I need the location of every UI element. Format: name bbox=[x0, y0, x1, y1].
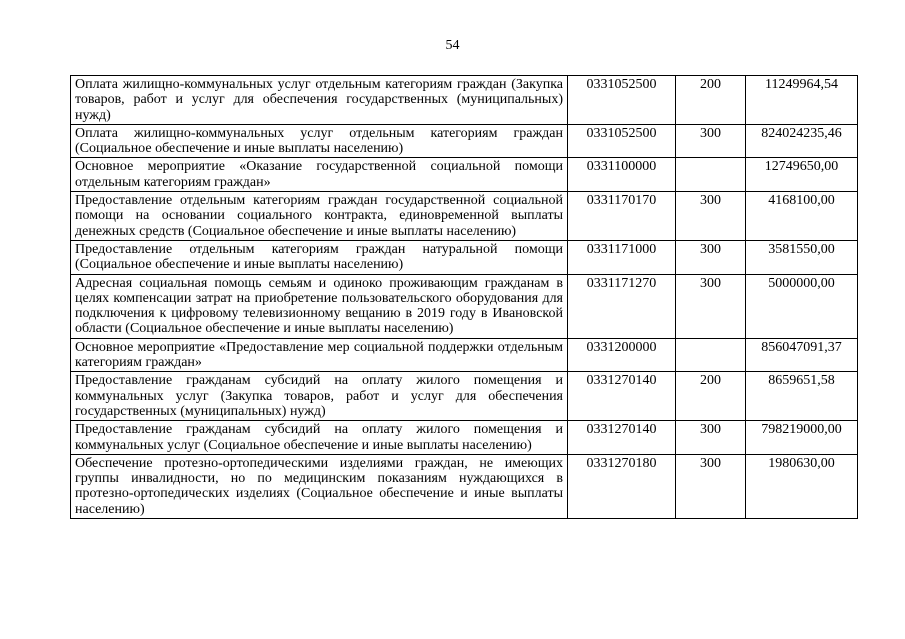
row-amount: 798219000,00 bbox=[746, 421, 858, 455]
row-target-code: 0331171270 bbox=[568, 274, 676, 338]
row-target-code: 0331170170 bbox=[568, 192, 676, 241]
row-description: Адресная социальная помощь семьям и одиноко проживающим гражданам в целях компенсации затрат на приобретение пользовательского оборудования для подключения к цифровому телевизионному вещанию в 2019 году в Ивановской области (Социальное обеспечение и иные выплаты населению) bbox=[71, 274, 568, 338]
row-description: Предоставление гражданам субсидий на оплату жилого помещения и коммунальных услуг (Закупка товаров, работ и услуг для обеспечения государственных (муниципальных) нужд) bbox=[71, 372, 568, 421]
table-row bbox=[71, 124, 858, 158]
row-target-code: 0331270140 bbox=[568, 421, 676, 455]
table-row bbox=[71, 240, 858, 274]
row-description: Оплата жилищно-коммунальных услуг отдельным категориям граждан (Закупка товаров, работ и услуг для обеспечения государственных (муниципальных) нужд) bbox=[71, 76, 568, 125]
row-expense-type: 300 bbox=[676, 240, 746, 274]
table-row bbox=[71, 421, 858, 455]
row-amount: 12749650,00 bbox=[746, 158, 858, 192]
row-expense-type: 300 bbox=[676, 274, 746, 338]
row-expense-type: 300 bbox=[676, 454, 746, 518]
row-expense-type bbox=[676, 338, 746, 372]
row-amount: 1980630,00 bbox=[746, 454, 858, 518]
row-target-code: 0331052500 bbox=[568, 76, 676, 125]
row-expense-type bbox=[676, 158, 746, 192]
row-amount: 824024235,46 bbox=[746, 124, 858, 158]
row-description: Предоставление гражданам субсидий на оплату жилого помещения и коммунальных услуг (Социальное обеспечение и иные выплаты населению) bbox=[71, 421, 568, 455]
table-row bbox=[71, 76, 858, 125]
row-description: Основное мероприятие «Оказание государственной социальной помощи отдельным категориям граждан» bbox=[71, 158, 568, 192]
row-amount: 856047091,37 bbox=[746, 338, 858, 372]
row-amount: 4168100,00 bbox=[746, 192, 858, 241]
row-amount: 11249964,54 bbox=[746, 76, 858, 125]
row-description: Предоставление отдельным категориям граждан натуральной помощи (Социальное обеспечение и иные выплаты населению) bbox=[71, 240, 568, 274]
row-expense-type: 300 bbox=[676, 192, 746, 241]
row-expense-type: 300 bbox=[676, 124, 746, 158]
page-number: 54 bbox=[445, 38, 460, 53]
row-description: Предоставление отдельным категориям граждан государственной социальной помощи на основании социального контракта, единовременной выплаты денежных средств (Социальное обеспечение и иные выплаты населению) bbox=[71, 192, 568, 241]
table-row bbox=[71, 372, 858, 421]
row-expense-type: 200 bbox=[676, 372, 746, 421]
row-expense-type: 200 bbox=[676, 76, 746, 125]
budget-table bbox=[70, 75, 858, 519]
row-target-code: 0331100000 bbox=[568, 158, 676, 192]
row-description: Обеспечение протезно-ортопедическими изделиями граждан, не имеющих группы инвалидности, но по медицинским показаниям нуждающихся в протезно-ортопедических изделиях (Социальное обеспечение и иные выплаты населению) bbox=[71, 454, 568, 518]
table-row bbox=[71, 454, 858, 518]
row-expense-type: 300 bbox=[676, 421, 746, 455]
table-row bbox=[71, 338, 858, 372]
row-amount: 8659651,58 bbox=[746, 372, 858, 421]
row-amount: 3581550,00 bbox=[746, 240, 858, 274]
row-amount: 5000000,00 bbox=[746, 274, 858, 338]
row-target-code: 0331270180 bbox=[568, 454, 676, 518]
table-row bbox=[71, 192, 858, 241]
table-row bbox=[71, 274, 858, 338]
row-target-code: 0331171000 bbox=[568, 240, 676, 274]
row-description: Основное мероприятие «Предоставление мер социальной поддержки отдельным категориям граждан» bbox=[71, 338, 568, 372]
row-description: Оплата жилищно-коммунальных услуг отдельным категориям граждан (Социальное обеспечение и иные выплаты населению) bbox=[71, 124, 568, 158]
row-target-code: 0331200000 bbox=[568, 338, 676, 372]
table-row bbox=[71, 158, 858, 192]
row-target-code: 0331052500 bbox=[568, 124, 676, 158]
row-target-code: 0331270140 bbox=[568, 372, 676, 421]
